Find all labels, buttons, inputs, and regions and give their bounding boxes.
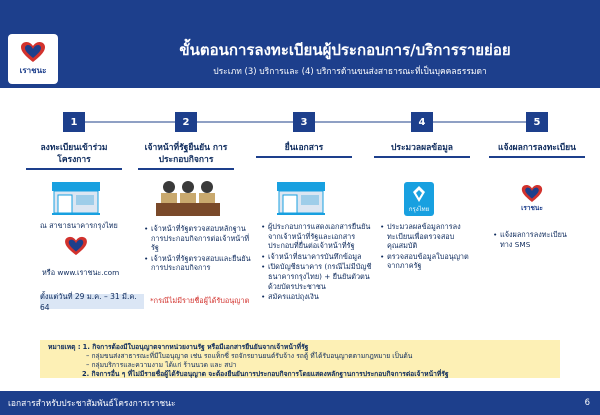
krungthai-logo (404, 182, 434, 216)
step2-remark: *กรณีไม่มีรายชื่อผู้ได้รับอนุญาต (150, 296, 250, 305)
rao-chana-app-logo (515, 184, 549, 218)
page-subtitle: ประเภท (3) บริการและ (4) บริการด้านขนส่งสาธารณะที่เป็นบุคคลธรรมดา (213, 67, 487, 77)
note-sub-1: – กลุ่มขนส่งสาธารณะที่มีใบอนุญาต เช่น รถแท็กซี่ รถจักรยานยนต์รับจ้าง รถตู้ ที่ได้รับอนุญาตตามกฎหมาย เป็นต้น (86, 352, 413, 360)
logo-text: เราชนะ (19, 66, 47, 75)
heart-icon (20, 41, 46, 63)
footer-band (0, 391, 600, 415)
step3-bullets (261, 222, 373, 303)
step-number-2: 2 (175, 112, 197, 132)
note-line-2: 2. กิจการอื่น ๆ ที่ไม่มีรายชื่อผู้ได้รับอนุญาต จะต้องยืนยันการประกอบกิจการโดยแสดงหลักฐานการประกอบกิจการต่อเจ้าหน้าที่รัฐ (82, 370, 449, 378)
step4-bullet-2: • ตรวจสอบข้อมูลใบอนุญาตจากภาครัฐ (380, 252, 480, 271)
step4-bullets (380, 222, 480, 272)
step5-bullet-1: • แจ้งผลการลงทะเบียนทาง SMS (493, 230, 573, 249)
footer-text: เอกสารสำหรับประชาสัมพันธ์โครงการเราชนะ (8, 399, 176, 409)
rao-chana-heart-icon (64, 236, 88, 256)
step-label-4: ประมวลผลข้อมูล (374, 142, 470, 158)
note-heading: หมายเหตุ : (48, 343, 81, 351)
note-box (40, 340, 560, 378)
krungthai-bird-icon (410, 185, 428, 203)
note-line-1: 1. กิจการต้องมีใบอนุญาตจากหน่วยงานรัฐ หรือมีเอกสารยืนยันจากเจ้าหน้าที่รัฐ (82, 343, 309, 351)
note-sub-2: – กลุ่มบริการและความงาม ได้แก่ ร้านนวด และ สปา (86, 361, 237, 369)
bank-branch-icon (50, 180, 102, 216)
bank-branch-icon (275, 180, 327, 216)
krungthai-name: กรุงไทย (408, 205, 430, 213)
step2-bullet-1: • เจ้าหน้าที่รัฐตรวจสอบหลักฐานการประกอบกิจการต่อเจ้าหน้าที่รัฐ (144, 224, 252, 253)
step3-bullet-1: • ผู้ประกอบการแสดงเอกสารยืนยันจากเจ้าหน้าที่รัฐและเอกสารประกอบที่ยื่นต่อเจ้าหน้าที่รัฐ (261, 222, 373, 251)
step-label-3: ยื่นเอกสาร (256, 142, 352, 158)
page-title: ขั้นตอนการลงทะเบียนผู้ประกอบการ/บริการรายย่อย (179, 41, 511, 59)
page-number: 6 (584, 398, 590, 408)
app-logo-text: เราชนะ (521, 204, 543, 212)
step-number-3: 3 (293, 112, 315, 132)
step2-bullet-2: • เจ้าหน้าที่รัฐตรวจสอบและยืนยันการประกอบกิจการ (144, 254, 252, 273)
rao-chana-logo (8, 34, 58, 84)
step4-bullet-1: • ประมวลผลข้อมูลการลงทะเบียนเพื่อตรวจสอบคุณสมบัติ (380, 222, 480, 251)
step-number-5: 5 (526, 112, 548, 132)
step-label-5: แจ้งผลการลงทะเบียน (489, 142, 585, 158)
step3-bullet-3: • เปิดบัญชีธนาคาร (กรณีไม่มีบัญชีธนาคารกรุงไทย) + ยืนยันตัวตนด้วยบัตรประชาชน (261, 262, 373, 291)
step-label-2: เจ้าหน้าที่รัฐยืนยัน การประกอบกิจการ (138, 142, 234, 170)
step-number-1: 1 (63, 112, 85, 132)
bank-branch-text: ณ สาขาธนาคารกรุงไทย (40, 221, 118, 230)
officials-table-icon (155, 178, 221, 218)
step3-bullet-2: • เจ้าหน้าที่ธนาคารบันทึกข้อมูล (261, 252, 373, 262)
header-band (0, 0, 600, 88)
step5-bullets (493, 230, 573, 250)
heart-icon (521, 184, 543, 203)
step3-bullet-4: • สมัครแอปถุงเงิน (261, 292, 373, 302)
step2-bullets (144, 224, 252, 274)
step-label-1: ลงทะเบียนเข้าร่วม โครงการ (26, 142, 122, 170)
registration-period: ตั้งแต่วันที่ 29 ม.ค. – 31 มี.ค. 64 (40, 294, 144, 309)
website-text: หรือ www.เราชนะ.com (42, 268, 120, 277)
step-number-4: 4 (411, 112, 433, 132)
